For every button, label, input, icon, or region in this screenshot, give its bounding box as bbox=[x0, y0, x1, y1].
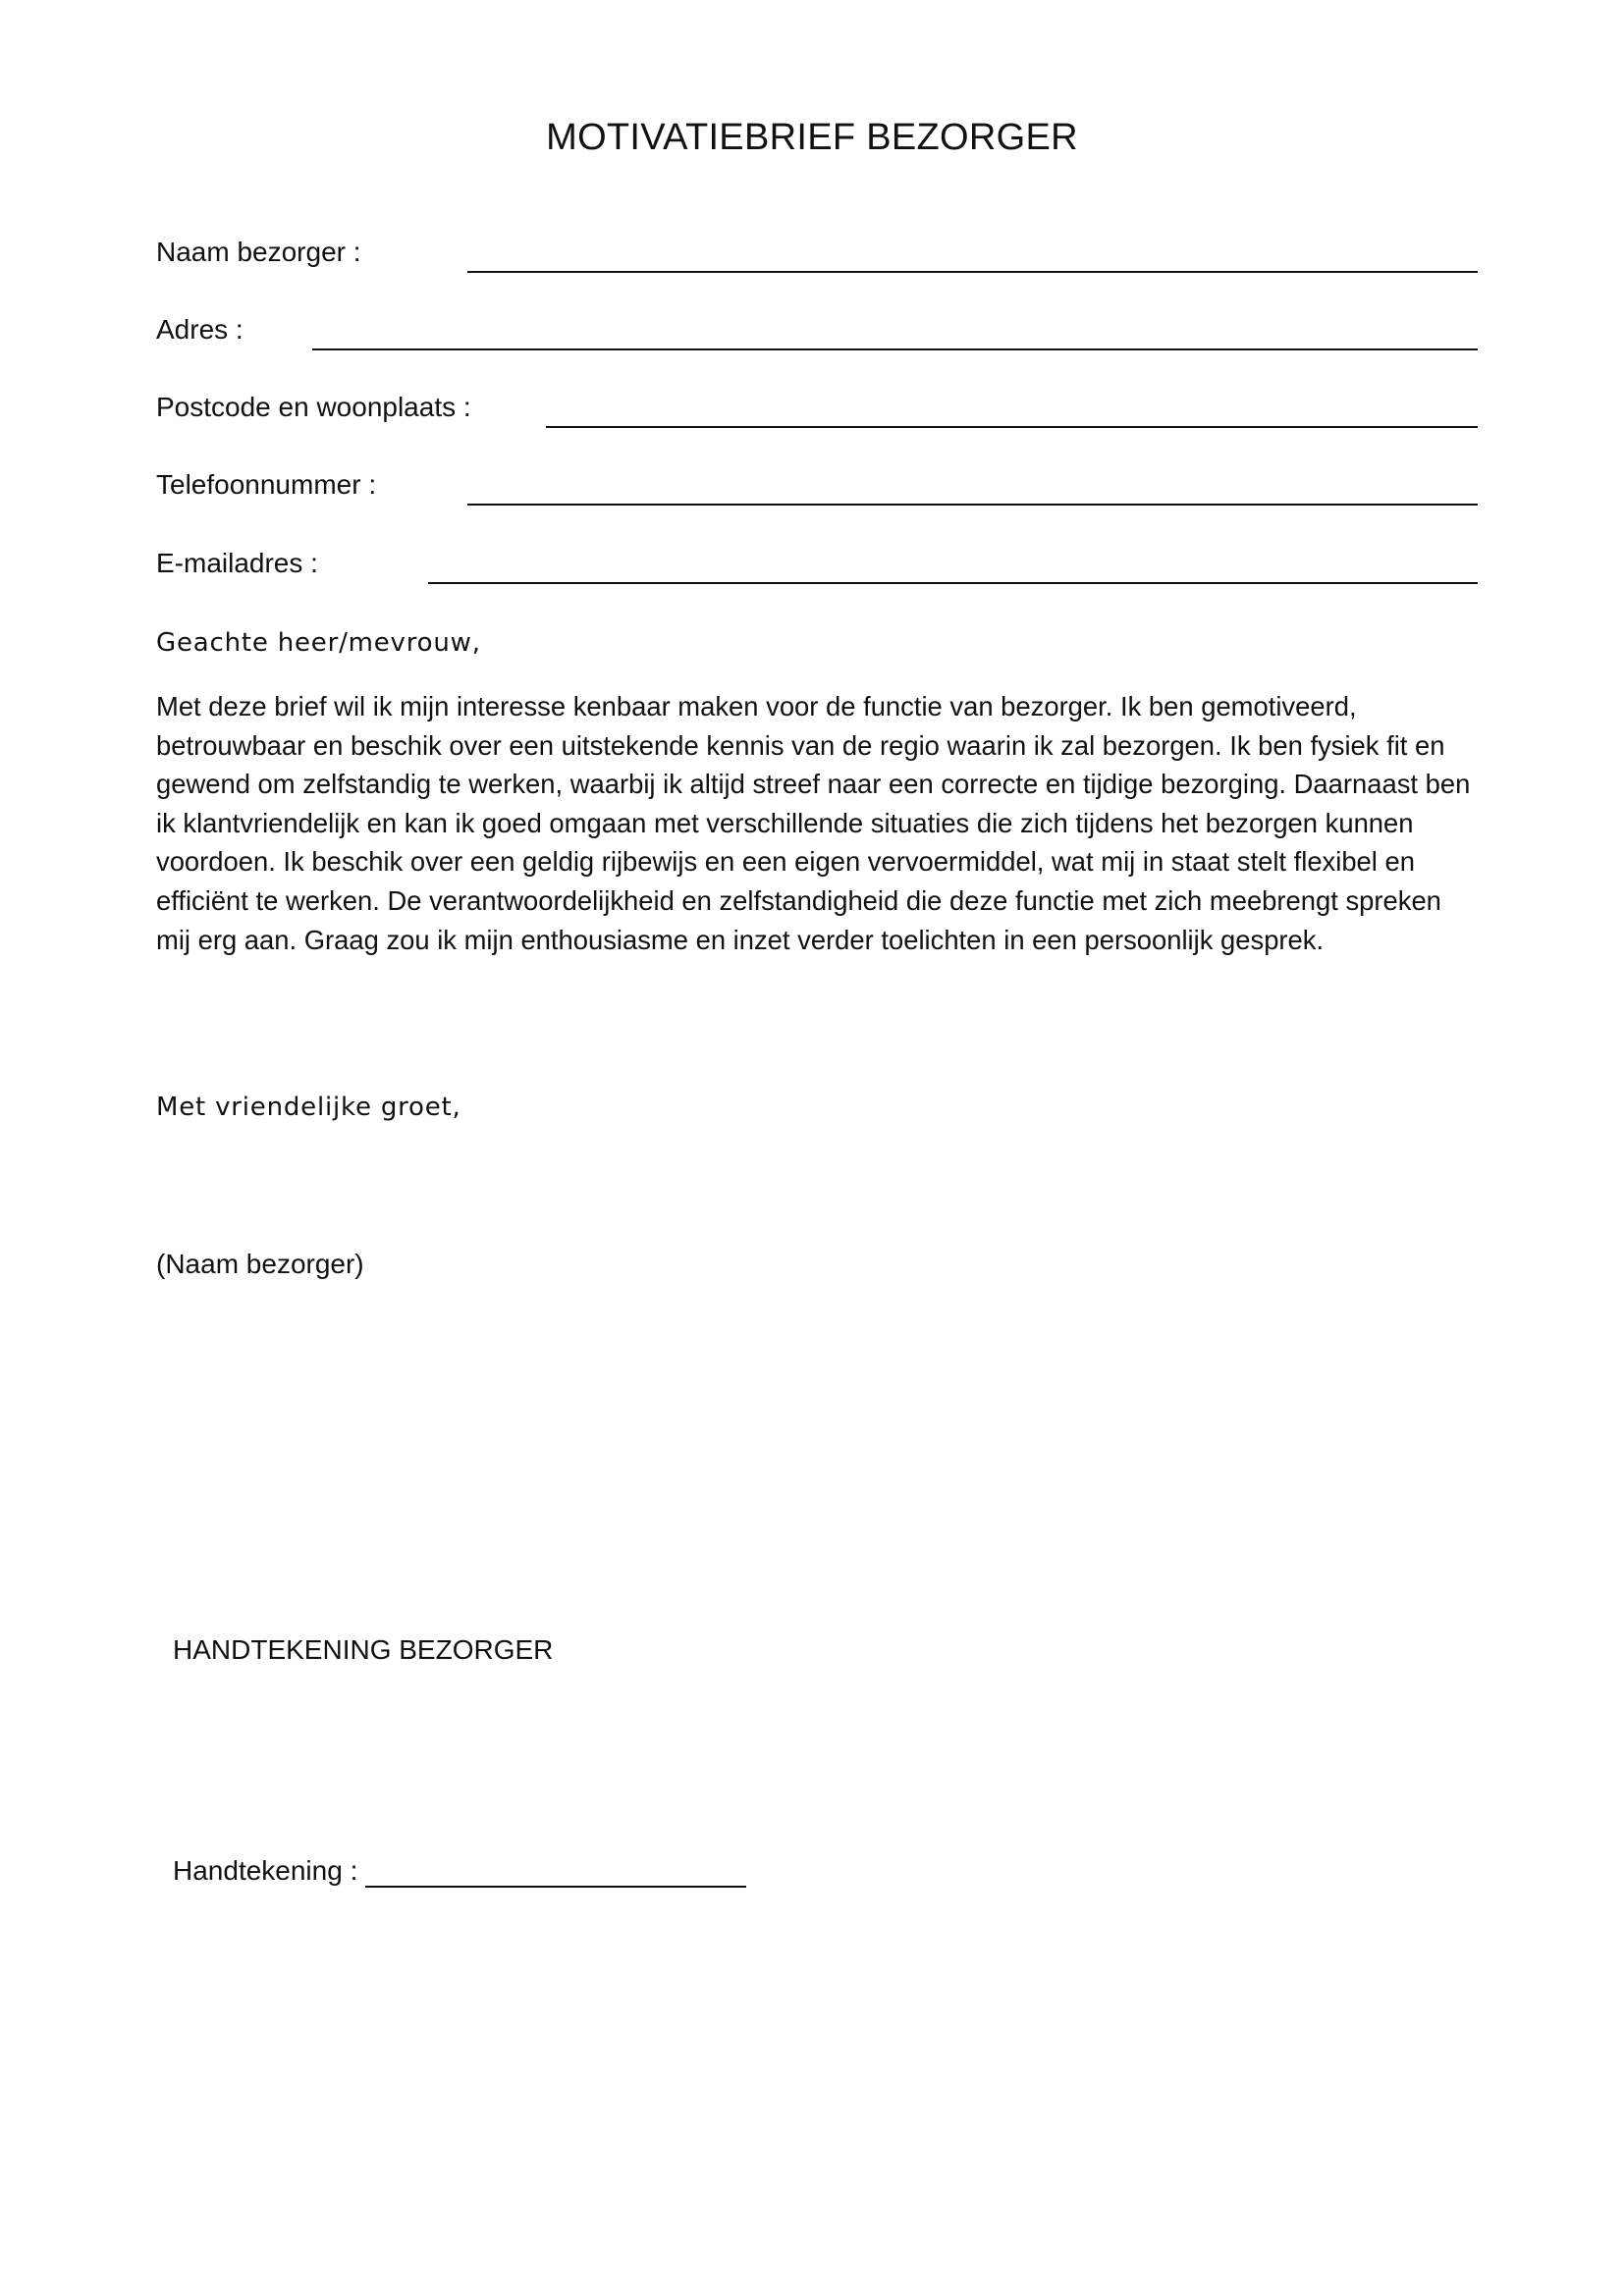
fill-in-line[interactable] bbox=[312, 348, 1478, 350]
fill-in-line[interactable] bbox=[467, 271, 1478, 273]
field-label: Telefoonnummer : bbox=[156, 469, 377, 500]
fill-in-line[interactable] bbox=[467, 504, 1478, 506]
fill-in-line[interactable] bbox=[428, 582, 1478, 584]
signature-line[interactable] bbox=[365, 1886, 746, 1888]
field-adres bbox=[156, 312, 1478, 351]
letter-body: Met deze brief wil ik mijn interesse kenbaar maken voor de functie van bezorger. Ik ben gemotiveerd, betrouwbaar en beschik over een uitstekende kennis van de regio waarin ik zal bezorgen. Ik ben fysiek fit en gewend om zelfstandig te werken, waarbij ik altijd streef naar een correcte en tijdige bezorging. Daarnaast ben ik klantvriendelijk en kan ik goed omgaan met verschillende situaties die zich tijdens het bezorgen kunnen voordoen. Ik beschik over een geldig rijbewijs en een eigen vervoermiddel, wat mij in staat stelt flexibel en efficiënt te werken. De verantwoordelijkheid en zelfstandigheid die deze functie met zich meebrengt spreken mij erg aan. Graag zou ik mijn enthousiasme en inzet verder toelichten in een persoonlijk gesprek. bbox=[156, 691, 1471, 955]
field-label: Naam bezorger : bbox=[156, 237, 361, 267]
field-label: E-mailadres : bbox=[156, 548, 318, 578]
letter-salutation: Geachte heer/mevrouw, bbox=[156, 628, 481, 658]
document-title: MOTIVATIEBRIEF BEZORGER bbox=[546, 117, 1078, 158]
fill-in-line[interactable] bbox=[546, 426, 1478, 428]
signature-heading: HANDTEKENING BEZORGER bbox=[173, 1634, 554, 1665]
field-emailadres bbox=[156, 546, 1478, 585]
signature-label: Handtekening : bbox=[173, 1855, 358, 1886]
field-naam-bezorger bbox=[156, 235, 1478, 274]
field-postcode-woonplaats bbox=[156, 390, 1478, 429]
letter-closing: Met vriendelijke groet, bbox=[156, 1093, 461, 1122]
sender-name-placeholder: (Naam bezorger) bbox=[156, 1249, 364, 1279]
field-label: Postcode en woonplaats : bbox=[156, 392, 471, 422]
field-label: Adres : bbox=[156, 314, 244, 345]
field-telefoonnummer bbox=[156, 467, 1478, 507]
